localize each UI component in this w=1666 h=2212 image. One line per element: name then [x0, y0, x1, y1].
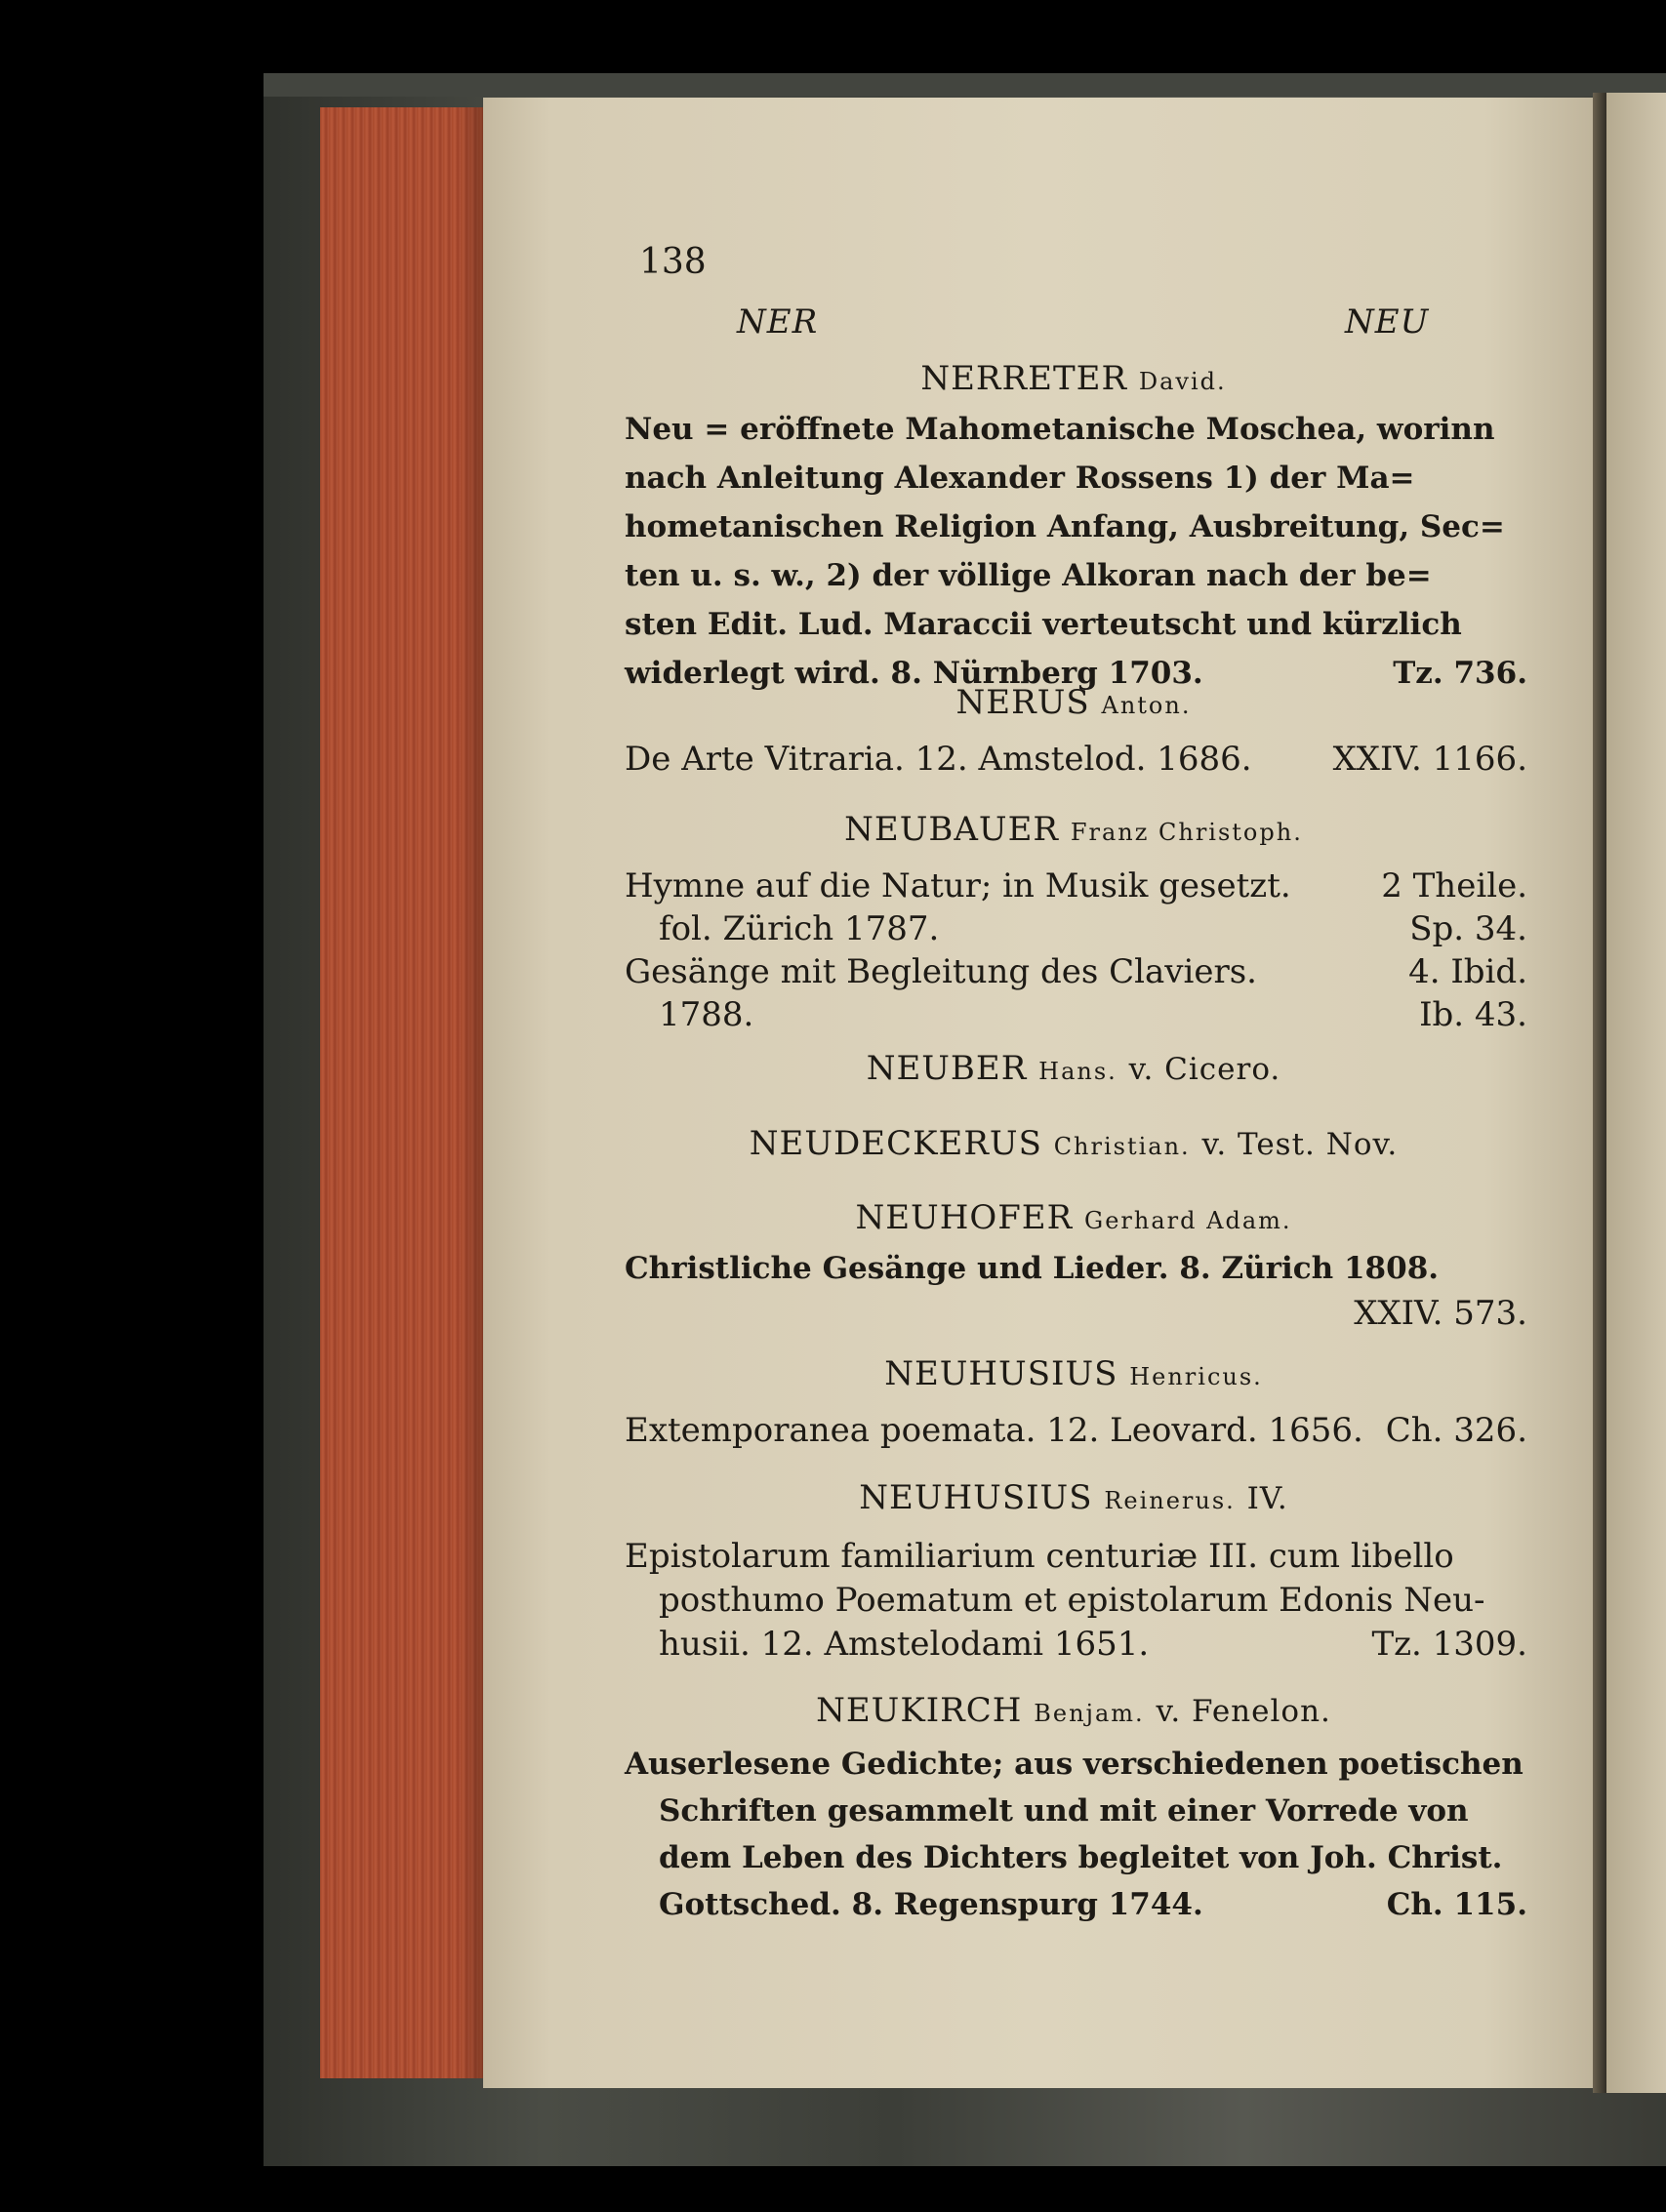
cross-reference: IV. [1246, 1481, 1288, 1516]
entry-reference: Tz. 736. [1393, 656, 1527, 691]
entry-line: Christliche Gesänge und Lieder. 8. Zürich 1808. [625, 1251, 1440, 1286]
entry-line [659, 909, 1527, 948]
author-forename: David. [1138, 368, 1227, 395]
author-forename: Hans. [1038, 1058, 1117, 1085]
entry-line: Schriften gesammelt und mit einer Vorrede von [659, 1793, 1469, 1829]
author-surname: NEUDECKERUS [749, 1124, 1042, 1163]
entry-text: widerlegt wird. 8. Nürnberg 1703. [625, 656, 1203, 691]
entry-reference: XXIV. 1166. [1332, 740, 1527, 779]
author-surname: NEUBAUER [844, 810, 1060, 849]
author-forename: Franz Christoph. [1070, 819, 1303, 846]
author-surname: NEUHOFER [855, 1198, 1074, 1237]
running-head-right: NEU [1345, 302, 1430, 342]
entry-line: ten u. s. w., 2) der völlige Alkoran nach der be= [625, 558, 1432, 593]
entry-text: Gesänge mit Begleitung des Claviers. [625, 952, 1257, 991]
entry-reference: Ch. 115. [1386, 1887, 1527, 1922]
entry-reference: Ib. 43. [1419, 995, 1527, 1034]
entry-line [659, 1625, 1527, 1664]
entry-heading [625, 683, 1523, 722]
page-number: 138 [639, 242, 707, 282]
entry-line: dem Leben des Dichters begleitet von Joh. Christ. [659, 1840, 1503, 1875]
entry-reference: Tz. 1309. [1371, 1625, 1527, 1664]
entry-heading [625, 1478, 1523, 1517]
entry-text: Gottsched. 8. Regenspurg 1744. [659, 1887, 1203, 1922]
entry-line [625, 740, 1527, 779]
entry-line [625, 952, 1527, 991]
entry-line: sten Edit. Lud. Maraccii verteutscht und kürzlich [625, 607, 1462, 642]
entry-reference: 4. Ibid. [1408, 952, 1527, 991]
entry-heading [625, 1049, 1523, 1088]
entry-line [625, 1411, 1527, 1450]
author-surname: NEUHUSIUS [884, 1354, 1118, 1393]
author-forename: Benjam. [1034, 1700, 1145, 1727]
author-surname: NEUKIRCH [816, 1691, 1023, 1730]
entry-heading [625, 359, 1523, 398]
author-forename: Gerhard Adam. [1084, 1207, 1292, 1234]
author-surname: NEUBER [866, 1049, 1028, 1088]
entry-line: nach Anleitung Alexander Rossens 1) der Ma= [625, 461, 1415, 496]
facing-page-edge [1606, 93, 1666, 2093]
entry-line [659, 995, 1527, 1034]
entry-text: husii. 12. Amstelodami 1651. [659, 1625, 1150, 1664]
cross-reference: v. Test. Nov. [1201, 1127, 1399, 1162]
author-surname: NERUS [955, 683, 1090, 722]
entry-text: Extemporanea poemata. 12. Leovard. 1656. [625, 1411, 1363, 1450]
cross-reference: v. Cicero. [1128, 1052, 1281, 1087]
entry-text: De Arte Vitraria. 12. Amstelod. 1686. [625, 740, 1252, 779]
entry-line [659, 1887, 1527, 1922]
entry-reference: 2 Theile. [1381, 866, 1527, 905]
author-forename: Henricus. [1129, 1363, 1263, 1390]
entry-reference: Sp. 34. [1409, 909, 1527, 948]
entry-heading [625, 810, 1523, 849]
entry-text: fol. Zürich 1787. [659, 909, 940, 948]
author-surname: NERRETER [920, 359, 1128, 398]
author-forename: Reinerus. [1104, 1487, 1236, 1514]
entry-line: hometanischen Religion Anfang, Ausbreitung, Sec= [625, 509, 1505, 544]
author-surname: NEUHUSIUS [859, 1478, 1093, 1517]
entry-heading [625, 1124, 1523, 1163]
entry-reference: XXIV. 573. [1354, 1294, 1527, 1333]
entry-line: Epistolarum familiarium centuriæ III. cum libello [625, 1537, 1454, 1576]
entry-reference: Ch. 326. [1385, 1411, 1527, 1450]
author-forename: Anton. [1101, 692, 1192, 719]
entry-line [625, 866, 1527, 905]
entry-line: Auserlesene Gedichte; aus verschiedenen poetischen [625, 1747, 1524, 1782]
entry-heading [625, 1354, 1523, 1393]
cross-reference: v. Fenelon. [1156, 1694, 1331, 1729]
entry-heading [625, 1691, 1523, 1730]
entry-line: Neu = eröffnete Mahometanische Moschea, worinn [625, 412, 1495, 447]
entry-heading [625, 1198, 1523, 1237]
author-forename: Christian. [1053, 1133, 1191, 1160]
running-head-left: NER [737, 302, 819, 342]
book-cover-top [264, 73, 1666, 97]
entry-text: 1788. [659, 995, 754, 1034]
entry-line: posthumo Poematum et epistolarum Edonis Neu- [659, 1581, 1485, 1620]
entry-line [625, 1294, 1527, 1333]
entry-text: Hymne auf die Natur; in Musik gesetzt. [625, 866, 1291, 905]
